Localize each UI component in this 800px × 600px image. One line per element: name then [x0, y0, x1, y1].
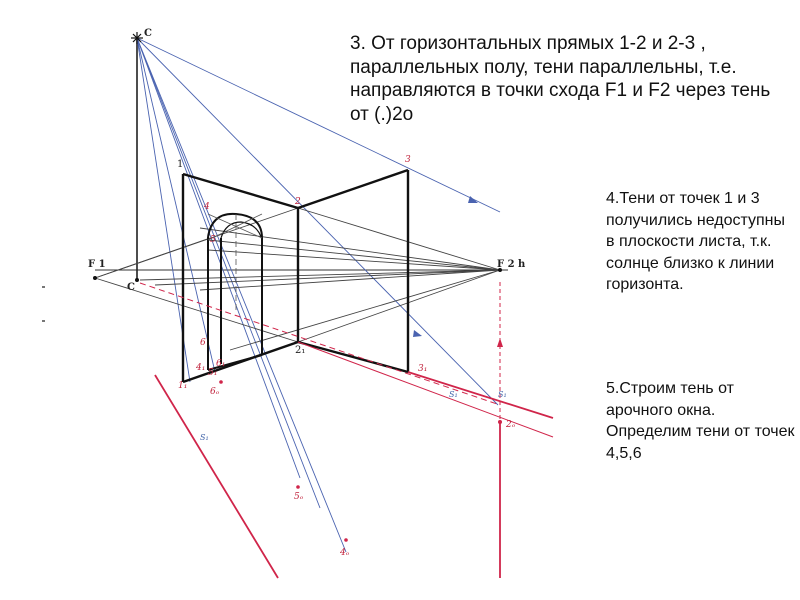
heading-step-3: 3. От горизонтальных прямых 1-2 и 2-3 , параллельных полу, тени параллельны, т.е. направляются в точки схода F1 и F2 через тень от (.)2о [350, 33, 771, 125]
f1-construction-lines [95, 208, 298, 342]
label-1-low: 1₁ [178, 381, 188, 391]
label-5o: 5ₒ [294, 492, 304, 502]
label-1: 1 [177, 159, 184, 170]
note-step-5: 5.Строим тень от арочного окна. Определим тени от точек 4,5,6 [606, 380, 795, 462]
note-step-4: 4.Тени от точек 1 и 3 получились недоступны в плоскости листа, т.к. солнце близко к линии горизонта. [606, 190, 785, 293]
label-s2: S₁ [498, 390, 507, 399]
window-construction [208, 214, 262, 312]
label-f1: F 1 [88, 259, 106, 270]
label-s1b: S₁ [449, 390, 458, 399]
label-5: 5 [210, 235, 216, 245]
f2-construction-lines [140, 208, 500, 350]
label-s1: S₁ [200, 433, 209, 442]
label-6: 6 [200, 338, 206, 348]
label-c-low: C [127, 282, 135, 293]
label-6-low: 6₁ [216, 359, 226, 369]
red-arrow [497, 338, 503, 347]
label-f2: F 2 [497, 259, 515, 270]
label-c-top: C [144, 28, 152, 39]
label-2-low: 2₁ [295, 345, 306, 356]
shadow-lines-red-thin [140, 282, 553, 437]
label-2: 2 [295, 197, 301, 207]
label-4-low: 4₁ [196, 363, 206, 373]
label-4o: 4ₒ [340, 548, 350, 558]
label-h: h [518, 259, 526, 270]
label-2o: 2ₒ [506, 420, 516, 430]
label-3: 3 [405, 155, 411, 165]
arched-window [208, 214, 262, 370]
label-6o: 6ₒ [210, 387, 220, 397]
label-5-low: 5₁ [208, 368, 218, 378]
label-4: 4 [204, 202, 210, 212]
edge-marks [42, 286, 45, 322]
label-3-low: 3₁ [418, 364, 428, 374]
